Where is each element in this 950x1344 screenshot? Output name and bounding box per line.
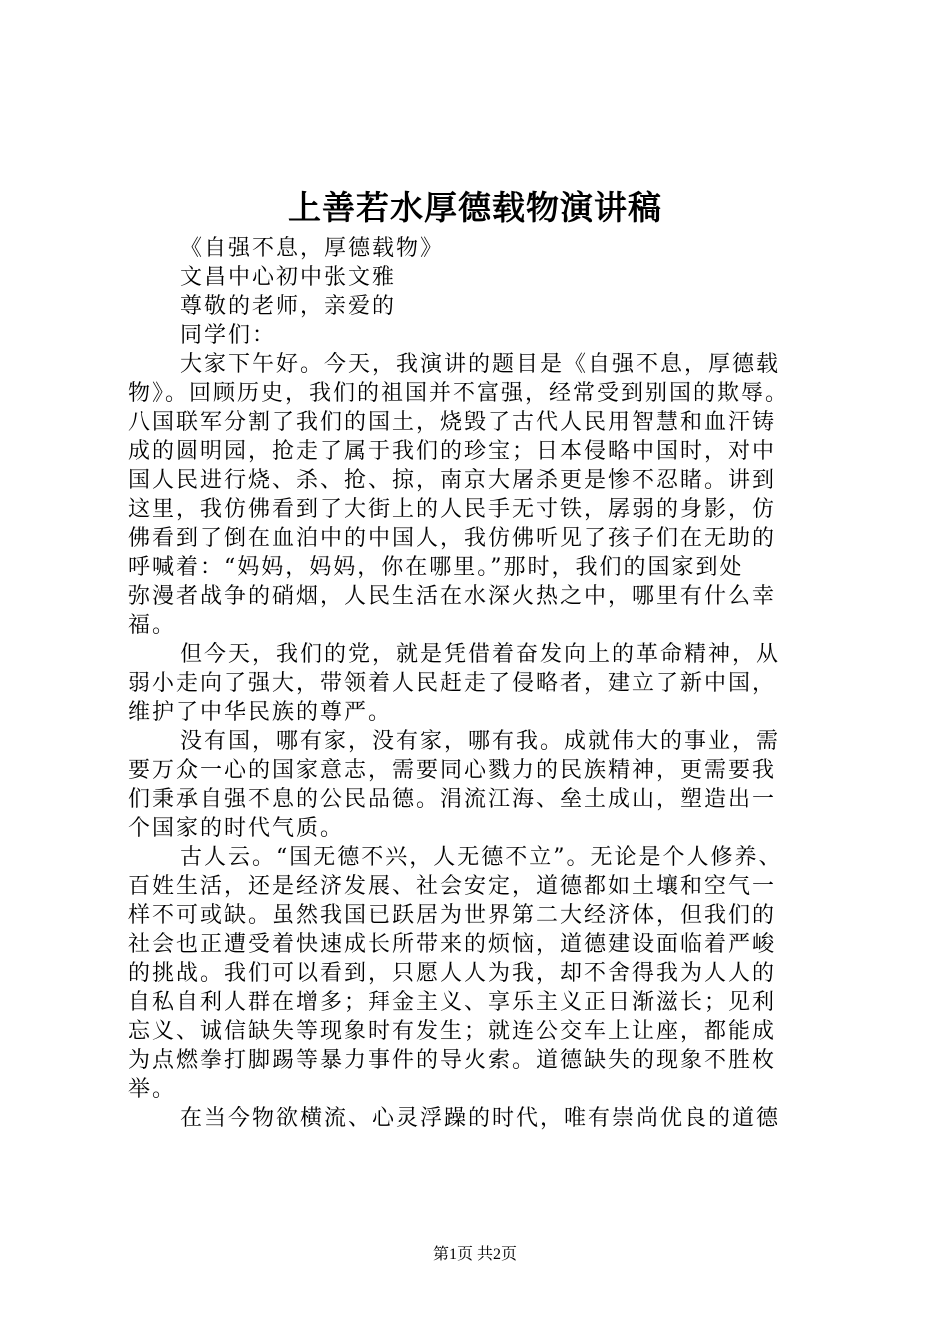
body-line: 个国家的时代气质。 <box>128 816 345 841</box>
body-line: 举。 <box>128 1077 177 1102</box>
page-number-footer: 第1页 共2页 <box>432 1246 517 1263</box>
body-line: 八国联军分割了我们的国土，烧毁了古代人民用智慧和血汗铸 <box>128 410 777 435</box>
body-line: 《自强不息，厚德载物》 <box>180 236 445 261</box>
document-body <box>128 234 840 1133</box>
body-line: 成的圆明园，抢走了属于我们的珍宝；日本侵略中国时，对中 <box>128 439 777 464</box>
body-line: 国人民进行烧、杀、抢、掠，南京大屠杀更是惨不忍睹。讲到 <box>128 468 777 493</box>
body-line: 物》。回顾历史，我们的祖国并不富强，经常受到别国的欺辱。 <box>128 381 790 406</box>
body-line: 这里，我仿佛看到了大街上的人民手无寸铁，孱弱的身影，仿 <box>128 497 777 522</box>
body-line: 没有国，哪有家，没有家，哪有我。成就伟大的事业，需 <box>180 729 781 754</box>
body-line: 同学们： <box>180 323 277 348</box>
body-line: 大家下午好。今天，我演讲的题目是《自强不息，厚德载 <box>180 352 781 377</box>
body-line: 的挑战。我们可以看到，只愿人人为我，却不舍得我为人人的 <box>128 961 777 986</box>
body-line: 要万众一心的国家意志，需要同心戮力的民族精神，更需要我 <box>128 758 777 783</box>
body-line: 百姓生活，还是经济发展、社会安定，道德都如土壤和空气一 <box>128 874 777 899</box>
body-line: 自私自利人群在增多；拜金主义、享乐主义正日渐滋长；见利 <box>128 990 777 1015</box>
body-line: 佛看到了倒在血泊中的中国人，我仿佛听见了孩子们在无助的 <box>128 526 777 551</box>
body-line: 弥漫者战争的硝烟，人民生活在水深火热之中，哪里有什么幸 <box>128 584 777 609</box>
body-line: 福。 <box>128 613 177 638</box>
body-line: 社会也正遭受着快速成长所带来的烦恼，道德建设面临着严峻 <box>128 932 777 957</box>
body-line: 尊敬的老师，亲爱的 <box>180 294 397 319</box>
body-line: 弱小走向了强大，带领着人民赶走了侵略者，建立了新中国， <box>128 671 777 696</box>
body-line: 在当今物欲横流、心灵浮躁的时代，唯有崇尚优良的道德 <box>180 1106 781 1131</box>
body-line: 样不可或缺。虽然我国已跃居为世界第二大经济体，但我们的 <box>128 903 777 928</box>
document-title: 上善若水厚德载物演讲稿 <box>288 188 662 227</box>
body-line: 文昌中心初中张文雅 <box>180 265 397 290</box>
body-line: 为点燃拳打脚踢等暴力事件的导火索。道德缺失的现象不胜枚 <box>128 1048 777 1073</box>
body-line: 但今天，我们的党，就是凭借着奋发向上的革命精神，从 <box>180 642 781 667</box>
body-line: 古人云。“国无德不兴，人无德不立”。无论是个人修养、 <box>180 845 783 870</box>
body-line: 呼喊着：“妈妈，妈妈，你在哪里。”那时，我们的国家到处 <box>128 555 744 580</box>
body-line: 维护了中华民族的尊严。 <box>128 700 393 725</box>
body-line: 忘义、诚信缺失等现象时有发生；就连公交车上让座，都能成 <box>128 1019 777 1044</box>
body-line: 们秉承自强不息的公民品德。涓流江海、垒土成山，塑造出一 <box>128 787 777 812</box>
